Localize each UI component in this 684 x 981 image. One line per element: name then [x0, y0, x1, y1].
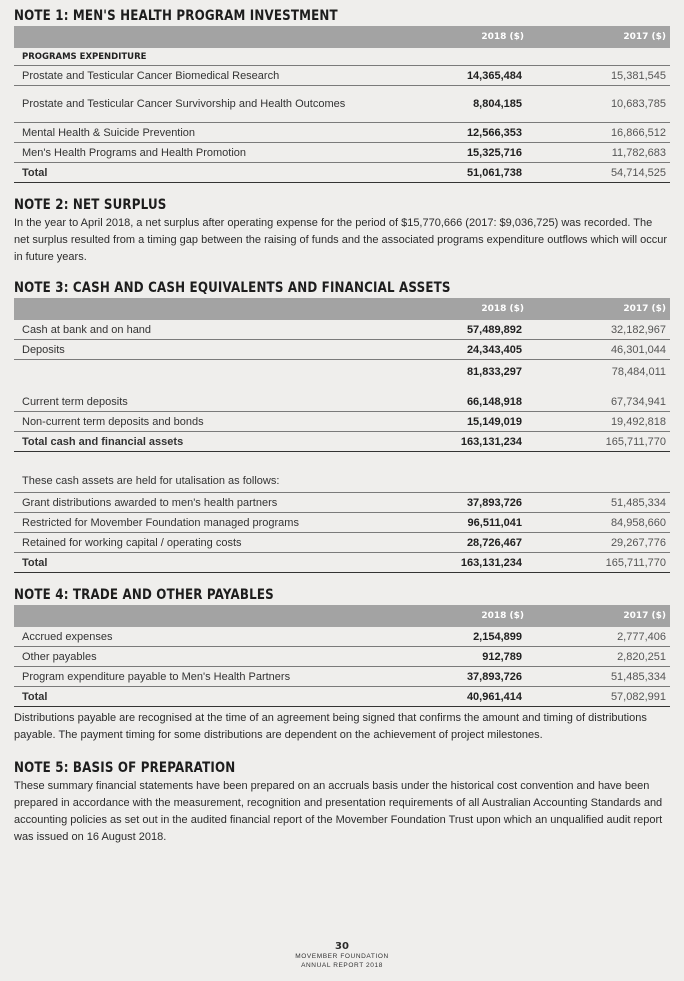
- col-2017-header: 2017 ($): [528, 26, 670, 48]
- page-footer: [0, 941, 684, 970]
- note3-table: [14, 298, 670, 573]
- total-row: [14, 163, 670, 183]
- note2-title: NOTE 2: NET SURPLUS: [14, 197, 167, 213]
- table-row: [14, 493, 670, 513]
- row-label: Prostate and Testicular Cancer Survivorship and Health Outcomes: [14, 86, 418, 123]
- row-label: [14, 360, 418, 385]
- section-label: PROGRAMS EXPENDITURE: [14, 48, 670, 66]
- table-row: [14, 667, 670, 687]
- value-2018: 14,365,484: [418, 66, 528, 86]
- row-label: Total: [14, 687, 418, 707]
- total-row: [14, 687, 670, 707]
- value-2017: 165,711,770: [528, 553, 670, 573]
- page-number: 30: [335, 941, 349, 952]
- table-row: [14, 320, 670, 340]
- row-label: Non-current term deposits and bonds: [14, 412, 418, 432]
- row-label: Prostate and Testicular Cancer Biomedical Research: [14, 66, 418, 86]
- value-2018: 912,789: [418, 647, 528, 667]
- row-label: Restricted for Movember Foundation managed programs: [14, 513, 418, 533]
- note5-title: NOTE 5: BASIS OF PREPARATION: [14, 760, 236, 776]
- value-2018: 57,489,892: [418, 320, 528, 340]
- value-2018: 66,148,918: [418, 392, 528, 412]
- table-row: [14, 533, 670, 553]
- note5-text: These summary financial statements have been prepared on an accruals basis under the historical cost convention and have been prepared in accordance with the measurement, recognition and presentation requirements of all Australian Accounting Standards and accounting policies as set out in the audited financial report of the Movember Foundation Trust upon which an unqualified audit report was issued on 16 August 2018.: [14, 780, 663, 843]
- total-row: [14, 432, 670, 452]
- value-2018: 8,804,185: [418, 86, 528, 123]
- footer-report: ANNUAL REPORT 2018: [301, 962, 383, 969]
- value-2017: 29,267,776: [528, 533, 670, 553]
- row-label: Total cash and financial assets: [14, 432, 418, 452]
- value-2017: 16,866,512: [528, 123, 670, 143]
- intro-row: [14, 470, 670, 493]
- value-2018: 37,893,726: [418, 667, 528, 687]
- value-2017: 19,492,818: [528, 412, 670, 432]
- note4-text: Distributions payable are recognised at the time of an agreement being signed that confirms the amount and timing of distributions payable. The payment timing for some distributions are dependent on the achievement of project milestones.: [14, 712, 647, 741]
- value-2017: 10,683,785: [528, 86, 670, 123]
- value-2017: 84,958,660: [528, 513, 670, 533]
- table-row: [14, 412, 670, 432]
- value-2017: 78,484,011: [611, 366, 666, 378]
- value-2018: 15,325,716: [418, 143, 528, 163]
- value-2018: 15,149,019: [418, 412, 528, 432]
- value-2018: 28,726,467: [418, 533, 528, 553]
- value-2017: 57,082,991: [528, 687, 670, 707]
- table-header: [14, 26, 670, 48]
- table-row: [14, 513, 670, 533]
- value-2017: 2,777,406: [528, 627, 670, 647]
- note2-text: In the year to April 2018, a net surplus after operating expense for the period of $15,770,666 (2017: $9,036,725) was recorded. The net surplus resulted from a timing gap between the raising of funds and the associated programs expenditure outflows which will occur in future years.: [14, 217, 668, 263]
- row-label: Men's Health Programs and Health Promotion: [14, 143, 418, 163]
- row-label: Mental Health & Suicide Prevention: [14, 123, 418, 143]
- col-2018-header: 2018 ($): [418, 298, 528, 320]
- subtotal-row: [14, 360, 670, 385]
- col-2017-header: 2017 ($): [528, 298, 670, 320]
- value-2018: 2,154,899: [418, 627, 528, 647]
- col-2018-header: 2018 ($): [418, 26, 528, 48]
- report-page: [14, 6, 670, 846]
- col-2018-header: 2018 ($): [418, 605, 528, 627]
- value-2018: 51,061,738: [418, 163, 528, 183]
- col-2017-header: 2017 ($): [528, 605, 670, 627]
- note1-title: NOTE 1: MEN'S HEALTH PROGRAM INVESTMENT: [14, 8, 338, 24]
- row-label: Cash at bank and on hand: [14, 320, 418, 340]
- value-2017: 54,714,525: [528, 163, 670, 183]
- row-label: Total: [14, 553, 418, 573]
- value-2017: 15,381,545: [528, 66, 670, 86]
- row-label: Other payables: [14, 647, 418, 667]
- value-2018: 37,893,726: [418, 493, 528, 513]
- value-2017: 67,734,941: [528, 392, 670, 412]
- table-row: [14, 123, 670, 143]
- table-row: [14, 143, 670, 163]
- row-label: Total: [14, 163, 418, 183]
- footer-org: MOVEMBER FOUNDATION: [295, 953, 389, 960]
- value-2018: 12,566,353: [418, 123, 528, 143]
- table-header: [14, 605, 670, 627]
- table-row: [14, 627, 670, 647]
- row-label: Deposits: [14, 340, 418, 360]
- note1-table: [14, 26, 670, 183]
- note4-title: NOTE 4: TRADE AND OTHER PAYABLES: [14, 587, 274, 603]
- total-row: [14, 553, 670, 573]
- note3-title: NOTE 3: CASH AND CASH EQUIVALENTS AND FINANCIAL ASSETS: [14, 280, 451, 296]
- value-2018: 24,343,405: [418, 340, 528, 360]
- row-label: Grant distributions awarded to men's health partners: [14, 493, 418, 513]
- allocation-intro: These cash assets are held for utalisation as follows:: [14, 470, 670, 493]
- table-row: [14, 340, 670, 360]
- table-row: [14, 66, 670, 86]
- row-label: Program expenditure payable to Men's Health Partners: [14, 667, 418, 687]
- value-2017: 11,782,683: [528, 143, 670, 163]
- section-row: [14, 48, 670, 66]
- note4-table: [14, 605, 670, 707]
- row-label: Accrued expenses: [14, 627, 418, 647]
- value-2017: 2,820,251: [528, 647, 670, 667]
- value-2017: 165,711,770: [528, 432, 670, 452]
- value-2018: 96,511,041: [418, 513, 528, 533]
- table-row: [14, 392, 670, 412]
- table-row: [14, 647, 670, 667]
- value-2018: 81,833,297: [466, 366, 522, 378]
- value-2018: 40,961,414: [418, 687, 528, 707]
- value-2017: 46,301,044: [528, 340, 670, 360]
- table-row: [14, 86, 670, 123]
- value-2018: 163,131,234: [418, 432, 528, 452]
- row-label: Current term deposits: [14, 392, 418, 412]
- value-2018: 163,131,234: [418, 553, 528, 573]
- value-2017: 32,182,967: [528, 320, 670, 340]
- table-header: [14, 298, 670, 320]
- value-2017: 51,485,334: [528, 667, 670, 687]
- row-label: Retained for working capital / operating costs: [14, 533, 418, 553]
- value-2017: 51,485,334: [528, 493, 670, 513]
